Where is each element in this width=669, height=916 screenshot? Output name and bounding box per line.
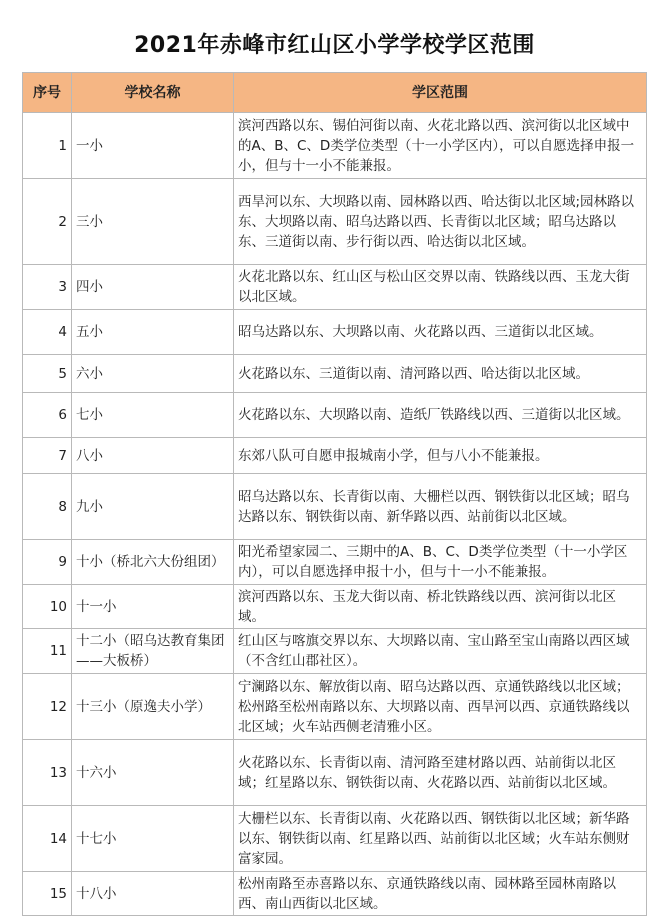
row-range: 火花路以东、长青街以南、清河路至建材路以西、站前街以北区域；红星路以东、钢铁街以南、火花路以西、站前街以北区域。	[234, 740, 647, 806]
row-school: 十八小	[72, 872, 234, 916]
row-school: 七小	[72, 393, 234, 438]
page-title: 2021年赤峰市红山区小学学校学区范围	[134, 33, 535, 58]
row-num: 2	[23, 179, 72, 265]
row-num: 14	[23, 806, 72, 872]
row-range: 西旱河以东、大坝路以南、园林路以西、哈达街以北区域;园林路以东、大坝路以南、昭乌达路以西、长青街以北区域；昭乌达路以东、三道街以南、步行街以西、哈达街以北区域。	[234, 179, 647, 265]
row-school: 四小	[72, 265, 234, 310]
row-num: 8	[23, 474, 72, 540]
row-range: 火花路以东、大坝路以南、造纸厂铁路线以西、三道街以北区域。	[234, 393, 647, 438]
table-row	[23, 674, 647, 740]
row-school: 八小	[72, 438, 234, 474]
row-school: 九小	[72, 474, 234, 540]
row-num: 9	[23, 540, 72, 585]
row-range: 松州南路至赤喜路以东、京通铁路线以南、园林路至园林南路以西、南山西街以北区域。	[234, 872, 647, 916]
row-num: 4	[23, 310, 72, 355]
row-school: 十三小（原逸夫小学）	[72, 674, 234, 740]
table-row	[23, 179, 647, 265]
row-school: 五小	[72, 310, 234, 355]
row-school: 一小	[72, 113, 234, 179]
header-school: 学校名称	[72, 73, 234, 113]
table-row	[23, 474, 647, 540]
row-range: 火花北路以东、红山区与松山区交界以南、铁路线以西、玉龙大街以北区域。	[234, 265, 647, 310]
row-num: 7	[23, 438, 72, 474]
row-school: 三小	[72, 179, 234, 265]
row-range: 昭乌达路以东、长青街以南、大栅栏以西、钢铁街以北区域；昭乌达路以东、钢铁街以南、新华路以西、站前街以北区域。	[234, 474, 647, 540]
row-range: 宁澜路以东、解放街以南、昭乌达路以西、京通铁路线以北区域；松州路至松州南路以东、大坝路以南、西旱河以西、京通铁路线以北区域；火车站西侧老清雅小区。	[234, 674, 647, 740]
row-range: 大栅栏以东、长青街以南、火花路以西、钢铁街以北区域；新华路以东、钢铁街以南、红星路以西、站前街以北区域；火车站东侧财富家园。	[234, 806, 647, 872]
table-row	[23, 629, 647, 674]
header-num: 序号	[23, 73, 72, 113]
row-num: 11	[23, 629, 72, 674]
row-num: 1	[23, 113, 72, 179]
table-row	[23, 355, 647, 393]
header-range: 学区范围	[234, 73, 647, 113]
row-num: 6	[23, 393, 72, 438]
row-school: 十小（桥北六大份组团）	[72, 540, 234, 585]
table-row	[23, 806, 647, 872]
table-row	[23, 872, 647, 916]
table-row	[23, 585, 647, 629]
row-num: 5	[23, 355, 72, 393]
row-school: 十六小	[72, 740, 234, 806]
row-school: 十一小	[72, 585, 234, 629]
row-num: 10	[23, 585, 72, 629]
row-num: 3	[23, 265, 72, 310]
table-row	[23, 740, 647, 806]
row-school: 十七小	[72, 806, 234, 872]
table-row	[23, 265, 647, 310]
school-zone-table	[22, 72, 647, 916]
row-range: 昭乌达路以东、大坝路以南、火花路以西、三道街以北区域。	[234, 310, 647, 355]
row-num: 15	[23, 872, 72, 916]
row-num: 13	[23, 740, 72, 806]
row-range: 东郊八队可自愿申报城南小学，但与八小不能兼报。	[234, 438, 647, 474]
table-row	[23, 310, 647, 355]
row-range: 火花路以东、三道街以南、清河路以西、哈达街以北区域。	[234, 355, 647, 393]
row-school: 六小	[72, 355, 234, 393]
table-row	[23, 540, 647, 585]
table-header-row	[23, 73, 647, 113]
row-range: 滨河西路以东、玉龙大街以南、桥北铁路线以西、滨河街以北区域。	[234, 585, 647, 629]
table-row	[23, 393, 647, 438]
row-range: 滨河西路以东、锡伯河街以南、火花北路以西、滨河街以北区域中的A、B、C、D类学位类型（十一小学区内），可以自愿选择申报一小，但与十一小不能兼报。	[234, 113, 647, 179]
row-range: 红山区与喀旗交界以东、大坝路以南、宝山路至宝山南路以西区域（不含红山郡社区）。	[234, 629, 647, 674]
row-school: 十二小（昭乌达教育集团——大板桥）	[72, 629, 234, 674]
row-range: 阳光希望家园二、三期中的A、B、C、D类学位类型（十一小学区内），可以自愿选择申报十小，但与十一小不能兼报。	[234, 540, 647, 585]
table-row	[23, 438, 647, 474]
row-num: 12	[23, 674, 72, 740]
table-row	[23, 113, 647, 179]
